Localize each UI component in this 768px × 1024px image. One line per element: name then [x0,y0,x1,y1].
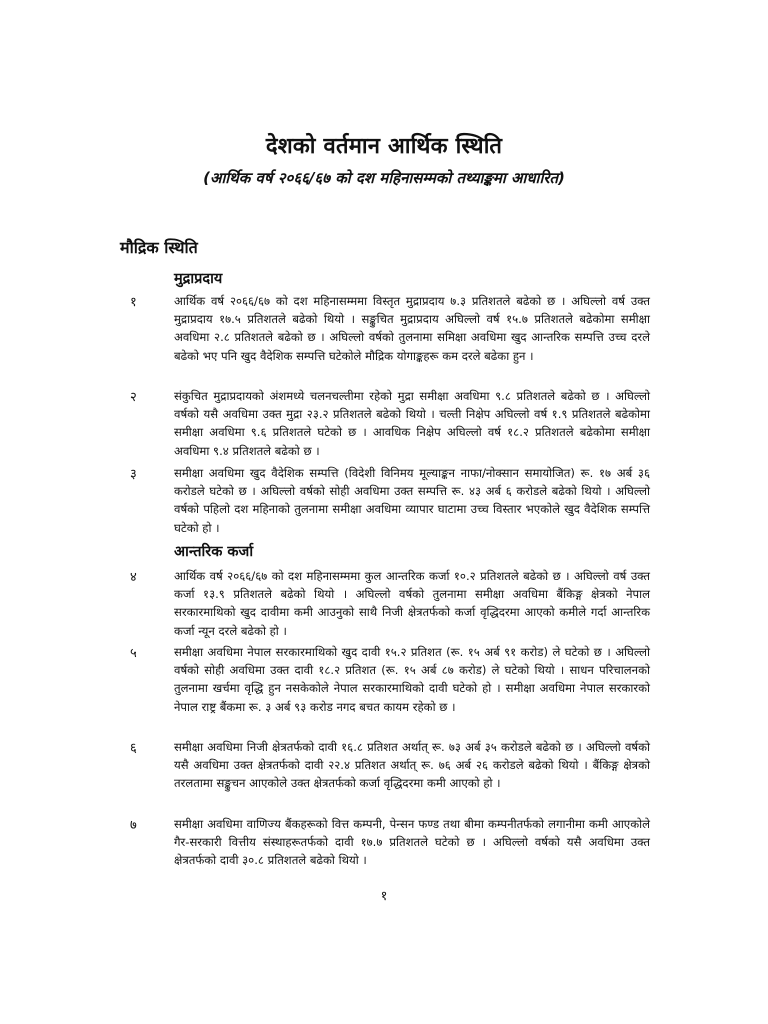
paragraph-text: संकुचित मुद्राप्रदायको अंशमध्ये चलनचल्तीमा रहेको मुद्रा समीक्षा अवधिमा ९.८ प्रतिशतले बढेको छ । अघिल्लो वर्षको यसै अवधिमा उक्त मुद्रा २३.२ प्रतिशतले बढेको थियो । चल्ती निक्षेप अघिल्लो वर्ष १.९ प्रतिशतले बढेकोमा समीक्षा अवधिमा ९.६ प्रतिशतले घटेको छ । आवधिक निक्षेप अघिल्लो वर्ष १८.२ प्रतिशतले बढेकोमा समीक्षा अवधिमा ९.४ प्रतिशतले बढेको छ । [174,389,650,458]
paragraph-number: ६ [130,741,137,756]
paragraph-text: आर्थिक वर्ष २०६६/६७ को दश महिनासम्ममा कुल आन्तरिक कर्जा १०.२ प्रतिशतले बढेको छ । अघिल्लो वर्ष उक्त कर्जा १३.९ प्रतिशतले बढेको थियो । अघिल्लो वर्षको तुलनामा समीक्षा अवधिमा बैंकिङ्ग क्षेत्रको नेपाल सरकारमाथिको खुद दावीमा कमी आउनुको साथै निजी क्षेत्रतर्फको कर्जा वृद्धिदरमा आएको कमीले गर्दा आन्तरिक कर्जा न्यून दरले बढेको हो । [174,569,650,638]
paragraph-number: ४ [130,570,137,585]
paragraph-2 [130,387,650,460]
paragraph-3 [130,464,650,537]
paragraph-number: ३ [130,467,137,482]
paragraph-number: ७ [130,818,137,833]
subsection-heading-money-supply: मुद्राप्रदाय [174,271,223,287]
paragraph-text: समीक्षा अवधिमा वाणिज्य बैंकहरूको वित्त कम्पनी, पेन्सन फण्ड तथा बीमा कम्पनीतर्फको लगानीमा कमी आएकोले गैर-सरकारी वित्तीय संस्थाहरूतर्फको दावी १७.७ प्रतिशतले घटेको छ । अघिल्लो वर्षको यसै अवधिमा उक्त क्षेत्रतर्फको दावी ३०.८ प्रतिशतले बढेको थियो । [174,817,650,868]
page-subtitle: (आर्थिक वर्ष २०६६/६७ को दश महिनासम्मको तथ्याङ्कमा आधारित) [203,169,565,187]
paragraph-6 [130,738,650,793]
section-heading: मौद्रिक स्थिति [120,238,198,257]
paragraph-5 [130,643,650,716]
page-number: १ [380,889,388,904]
paragraph-4 [130,567,650,640]
paragraph-7 [130,815,650,870]
paragraph-number: ५ [130,646,137,661]
paragraph-text: समीक्षा अवधिमा खुद वैदेशिक सम्पत्ति (विदेशी विनिमय मूल्याङ्कन नाफा/नोक्सान समायोजित) रू. १७ अर्ब ३६ करोडले घटेको छ । अघिल्लो वर्षको सोही अवधिमा उक्त सम्पत्ति रू. ४३ अर्ब ६ करोडले बढेको थियो । अघिल्लो वर्षको पहिलो दश महिनाको तुलनामा समीक्षा अवधिमा व्यापार घाटामा उच्च विस्तार भएकोले खुद वैदेशिक सम्पत्ति घटेको हो । [174,466,650,535]
subsection-heading-domestic-credit: आन्तरिक कर्जा [174,544,254,560]
paragraph-text: आर्थिक वर्ष २०६६/६७ को दश महिनासम्ममा विस्तृत मुद्राप्रदाय ७.३ प्रतिशतले बढेको छ । अघिल्लो वर्ष उक्त मुद्राप्रदाय १७.५ प्रतिशतले बढेको थियो । सङ्कुचित मुद्राप्रदाय अघिल्लो वर्ष १५.७ प्रतिशतले बढेकोमा समीक्षा अवधिमा २.८ प्रतिशतले बढेको छ । अघिल्लो वर्षको तुलनामा समिक्षा अवधिमा खुद आन्तरिक सम्पत्ति उच्च दरले बढेको भए पनि खुद वैदेशिक सम्पत्ति घटेकोले मौद्रिक योगाङ्कहरू कम दरले बढेका हुन । [174,294,650,363]
paragraph-number: २ [130,390,137,405]
paragraph-text: समीक्षा अवधिमा निजी क्षेत्रतर्फको दावी १६.८ प्रतिशत अर्थात् रू. ७३ अर्ब ३५ करोडले बढेको छ । अघिल्लो वर्षको यसै अवधिमा उक्त क्षेत्रतर्फको दावी २२.४ प्रतिशत अर्थात् रू. ७६ अर्ब २६ करोडले बढेको थियो । बैंकिङ्ग क्षेत्रको तरलतामा सङ्कुचन आएकोले उक्त क्षेत्रतर्फको कर्जा वृद्धिदरमा कमी आएको हो । [174,740,650,791]
page-title: देशको वर्तमान आर्थिक स्थिति [265,134,503,159]
paragraph-1 [130,292,650,365]
paragraph-text: समीक्षा अवधिमा नेपाल सरकारमाथिको खुद दावी १५.२ प्रतिशत (रू. १५ अर्ब ९१ करोड) ले घटेको छ । अघिल्लो वर्षको सोही अवधिमा उक्त दावी १८.२ प्रतिशत (रू. १५ अर्ब ८७ करोड) ले घटेको थियो । साधन परिचालनको तुलनामा खर्चमा वृद्धि हुन नसकेकोले नेपाल सरकारमाथिको दावी घटेको हो । समीक्षा अवधिमा नेपाल सरकारको नेपाल राष्ट्र बैंकमा रू. ३ अर्ब ९३ करोड नगद बचत कायम रहेको छ । [174,645,650,714]
paragraph-number: १ [130,295,137,310]
